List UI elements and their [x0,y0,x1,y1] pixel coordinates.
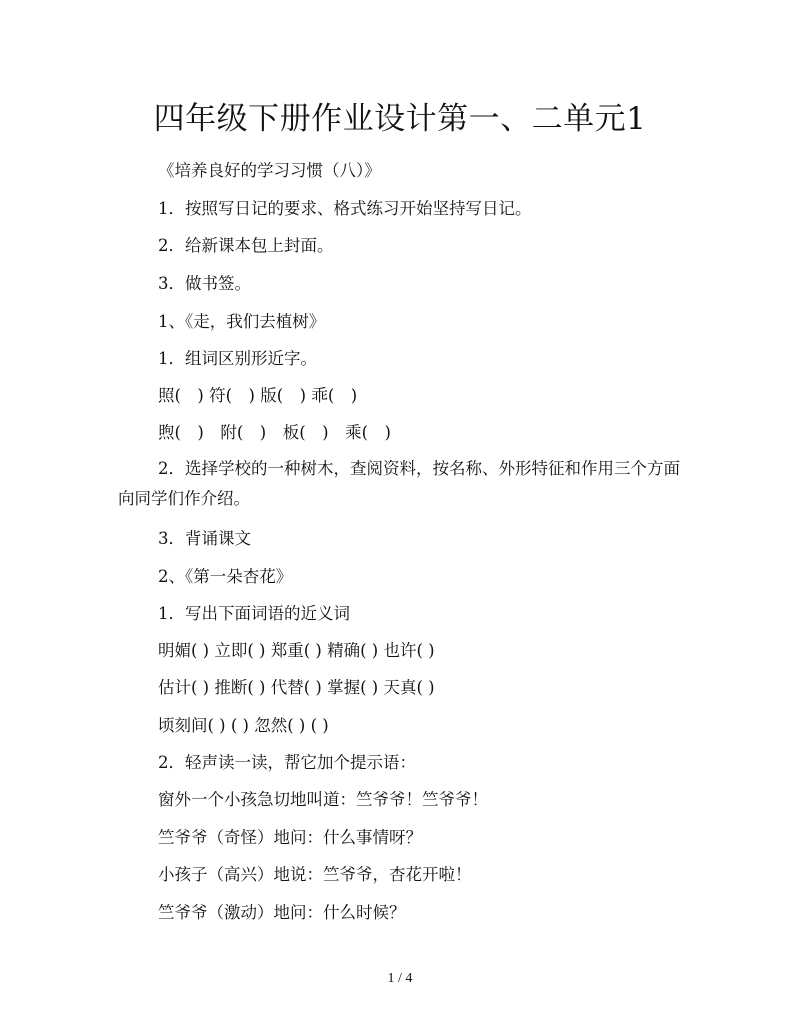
dialogue-line: 竺爷爷（激动）地问：什么时候？ [158,903,406,922]
dialogue-line: 竺爷爷（奇怪）地问：什么事情呀？ [158,828,422,847]
task-paragraph: 2．选择学校的一种树木，查阅资料，按名称、外形特征和作用三个方面向同学们作介绍。 [118,459,680,508]
word-blank-row: 照( ) 符( ) 版( ) 乖( ) [158,386,358,405]
exercise-heading: 2．轻声读一读，帮它加个提示语： [158,753,416,772]
exercise-heading: 1．写出下面词语的近义词 [158,604,350,623]
page-number: 1 / 4 [387,971,413,986]
task-line: 3．背诵课文 [158,529,251,548]
lesson-heading-planting: 1、《走，我们去植树》 [158,312,326,331]
document-title: 四年级下册作业设计第一、二单元1 [153,101,647,137]
dialogue-line: 小孩子（高兴）地说：竺爷爷，杏花开啦！ [158,865,472,884]
task-line: 2．给新课本包上封面。 [158,236,334,255]
dialogue-line: 窗外一个小孩急切地叫道：竺爷爷！竺爷爷！ [158,790,488,809]
synonym-row: 顷刻间( ) ( ) 忽然( ) ( ) [158,716,329,735]
synonym-row: 估计( ) 推断( ) 代替( ) 掌握( ) 天真( ) [158,678,435,697]
word-blank-row: 煦( ) 附( ) 板( ) 乘( ) [158,423,391,442]
task-line: 1．按照写日记的要求、格式练习开始坚持写日记。 [158,199,532,218]
task-line: 3．做书签。 [158,274,251,293]
synonym-row: 明媚( ) 立即( ) 郑重( ) 精确( ) 也许( ) [158,641,435,660]
section-heading-habits: 《培养良好的学习习惯（八）》 [158,161,381,180]
exercise-heading: 1．组词区别形近字。 [158,349,317,368]
lesson-heading-apricot: 2、《第一朵杏花》 [158,567,293,586]
